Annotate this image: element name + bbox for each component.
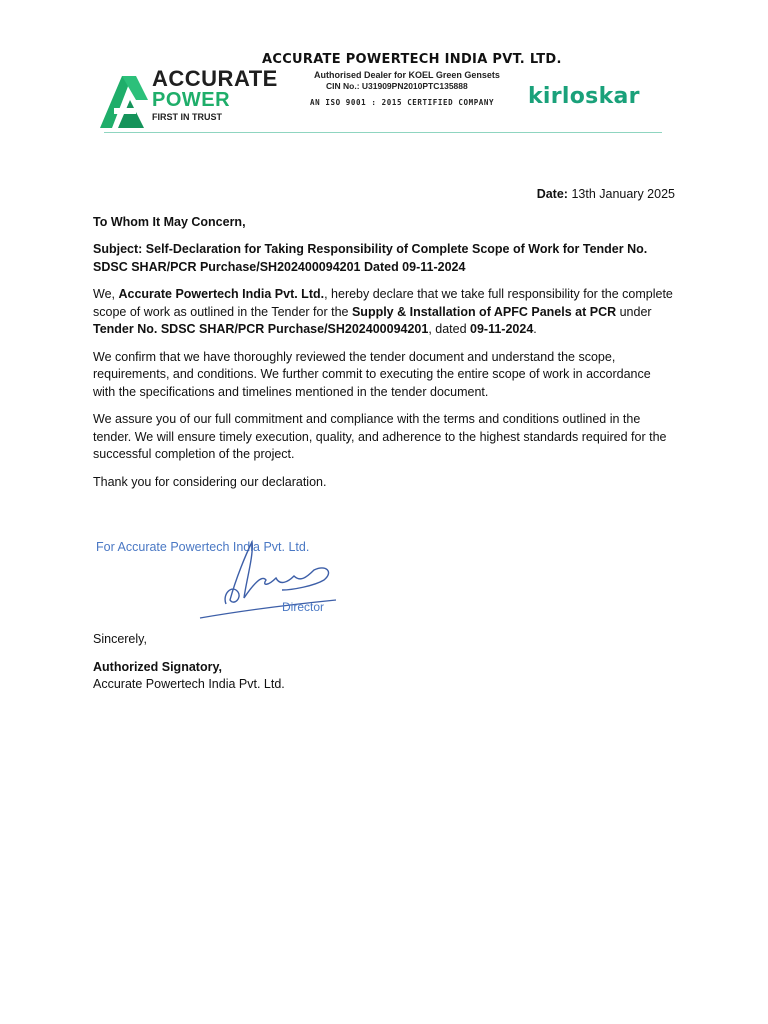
closing-block [93, 631, 675, 704]
company-logo [96, 66, 276, 130]
letterhead [0, 0, 768, 140]
date-line [93, 186, 675, 204]
p1-scope: Supply & Installation of APFC Panels at PCR [351, 304, 617, 319]
signatory-line: Authorized Signatory, [93, 659, 222, 674]
confirmation-paragraph: We confirm that we have thoroughly reviewed the tender document and understand the scope, requirements, and conditions. We further commit to executing the entire scope of work in accordance with the specifications and timelines mentioned in the tender document. [93, 349, 651, 399]
salutation: To Whom It May Concern, [93, 214, 246, 229]
letter-body [93, 186, 675, 501]
sincerely-line: Sincerely, [93, 632, 147, 646]
thanks-paragraph: Thank you for considering our declaration. [93, 474, 327, 489]
iso-certification: AN ISO 9001 : 2015 CERTIFIED COMPANY [310, 98, 495, 107]
closing-company: Accurate Powertech India Pvt. Ltd. [93, 677, 285, 691]
logo-name-line2: POWER [152, 89, 231, 111]
dealer-line: Authorised Dealer for KOEL Green Gensets [314, 70, 500, 80]
company-name: ACCURATE POWERTECH INDIA PVT. LTD. [262, 52, 562, 67]
kirloskar-logo: kirloskar [528, 84, 640, 109]
declaration-paragraph [93, 286, 675, 339]
assurance-paragraph: We assure you of our full commitment and compliance with the terms and conditions outlined in the tender. We will ensure timely execution, quality, and adherence to the highest standards required for the successful completion of the project. [93, 412, 667, 461]
signature-stamp [96, 534, 346, 624]
logo-tagline: FIRST IN TRUST [152, 112, 222, 122]
p1-date: 09-11-2024 [470, 322, 534, 336]
p1-company: Accurate Powertech India Pvt. Ltd. [118, 287, 325, 301]
subject-line: Subject: Self-Declaration for Taking Responsibility of Complete Scope of Work for Tender No. SDSC SHAR/PCR Purchase/SH202400094201 Dated 09-11-2024 [93, 242, 648, 274]
signature-caption: For Accurate Powertech India Pvt. Ltd. [96, 540, 310, 554]
p1-text-1: We, [93, 287, 119, 301]
company-info [262, 52, 562, 107]
signature-role: Director [282, 600, 325, 614]
logo-mark-icon [96, 70, 150, 132]
cin-number: CIN No.: U31909PN2010PTC135888 [326, 81, 468, 91]
p1-text-5: . [533, 322, 537, 336]
p1-text-2: , hereby declare that we take full responsibility for the complete scope of work as outlined in the Tender for the [93, 287, 673, 319]
letterhead-divider [104, 132, 662, 133]
date-value: 13th January 2025 [567, 187, 675, 201]
logo-name-line1: ACCURATE [152, 66, 278, 91]
p1-tender: Tender No. SDSC SHAR/PCR Purchase/SH202400094201 [93, 322, 429, 336]
p1-text-4: , dated [428, 322, 471, 336]
date-label: Date: [536, 187, 568, 201]
p1-text-3: under [616, 304, 652, 319]
